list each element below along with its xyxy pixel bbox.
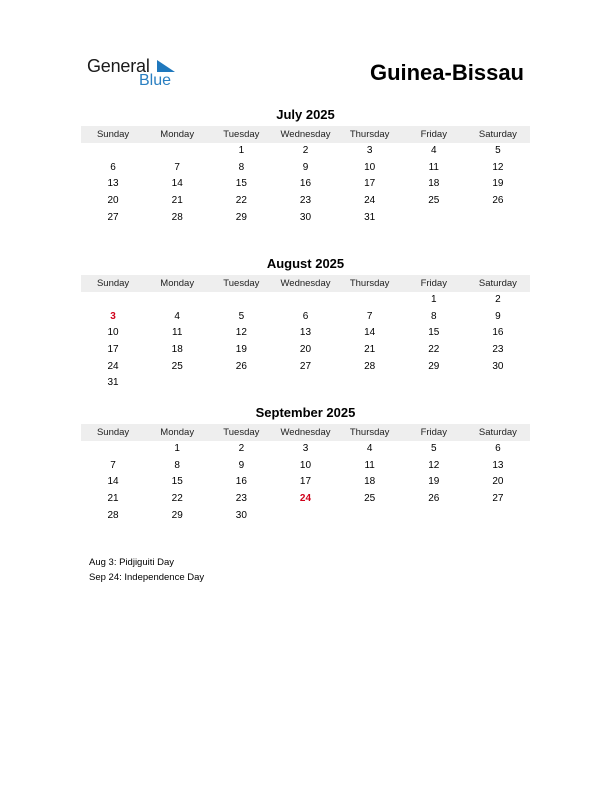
day-cell: 1: [174, 443, 180, 454]
day-cell: [402, 210, 466, 227]
weekday-header: [81, 275, 530, 292]
day-cell: 13: [492, 459, 504, 471]
weekday-label: Thursday: [349, 129, 390, 140]
week-row: [81, 160, 530, 177]
day-cell: [466, 508, 530, 525]
day-cell: 17: [107, 344, 119, 356]
day-cell: [466, 210, 530, 227]
day-cell: 19: [235, 344, 247, 356]
day-cell: 17: [364, 178, 376, 190]
holiday-day-cell: 3: [110, 310, 116, 322]
day-cell: [338, 508, 402, 525]
day-cell: 31: [107, 377, 119, 389]
week-row: [81, 292, 530, 309]
day-cell: 30: [299, 211, 312, 223]
day-cell: 15: [171, 476, 183, 488]
logo-general-text: General: [87, 56, 150, 76]
day-cell: [145, 292, 209, 309]
day-cell: 11: [428, 161, 439, 173]
day-cell: [81, 441, 145, 458]
week-row: [81, 359, 530, 376]
day-cell: 22: [235, 195, 247, 207]
day-cell: 7: [110, 459, 116, 471]
day-cell: 2: [302, 145, 309, 156]
weekday-label: Tuesday: [223, 129, 260, 140]
holiday-day-cell: 24: [299, 493, 312, 505]
day-cell: 29: [171, 509, 183, 521]
day-cell: 9: [495, 310, 501, 322]
weekday-label: Thursday: [349, 427, 390, 438]
day-cell: [145, 375, 209, 392]
holiday-note: Sep 24: Independence Day: [89, 571, 205, 583]
country-title: Guinea-Bissau: [369, 60, 524, 85]
day-cell: 6: [495, 443, 501, 454]
day-cell: 3: [302, 443, 309, 454]
day-cell: [145, 143, 209, 160]
day-cell: 14: [364, 327, 376, 339]
weekday-label: Tuesday: [223, 427, 260, 438]
day-cell: 2: [495, 294, 501, 305]
day-cell: 28: [171, 211, 183, 223]
week-row: [81, 342, 530, 359]
day-cell: 19: [492, 178, 504, 190]
weekday-label: Sunday: [96, 278, 130, 289]
week-row: [81, 508, 530, 525]
day-cell: 7: [174, 161, 180, 173]
month-calendar: [81, 405, 530, 524]
month-title: July 2025: [276, 107, 335, 122]
week-row: [81, 210, 530, 227]
day-cell: [81, 292, 145, 309]
day-cell: 28: [364, 360, 376, 372]
day-cell: 14: [107, 476, 119, 488]
day-cell: 16: [299, 178, 312, 190]
month-calendar: [81, 256, 530, 392]
day-cell: [273, 375, 337, 392]
weekday-label: Wednesday: [280, 129, 331, 140]
day-cell: [338, 375, 402, 392]
day-cell: 18: [428, 178, 440, 190]
day-cell: 4: [430, 145, 437, 156]
weekday-label: Friday: [420, 129, 447, 140]
week-row: [81, 491, 530, 508]
day-cell: 30: [235, 509, 247, 521]
day-cell: 5: [495, 145, 501, 156]
weekday-header: [81, 126, 530, 143]
day-cell: 23: [299, 195, 312, 207]
day-cell: 20: [299, 344, 312, 356]
day-cell: 21: [364, 344, 376, 356]
day-cell: 22: [171, 493, 183, 505]
weekday-header: [81, 424, 530, 441]
day-cell: 9: [238, 459, 245, 471]
day-cell: 1: [238, 145, 245, 156]
weekday-label: Friday: [420, 278, 447, 289]
weekday-label: Sunday: [96, 129, 130, 140]
day-cell: 10: [364, 161, 376, 173]
month-title: August 2025: [266, 256, 345, 271]
day-cell: 22: [428, 344, 440, 356]
day-cell: 27: [107, 211, 119, 223]
day-cell: 24: [107, 360, 119, 372]
day-cell: 13: [299, 327, 312, 339]
month-title: September 2025: [255, 405, 356, 420]
day-cell: 4: [174, 310, 180, 322]
day-cell: [402, 508, 466, 525]
day-cell: 26: [492, 195, 504, 207]
weekday-label: Saturday: [478, 427, 517, 438]
month-calendar: [81, 107, 530, 226]
logo-triangle-icon: [157, 60, 175, 72]
day-cell: 26: [235, 360, 247, 372]
day-cell: 15: [235, 178, 247, 190]
day-cell: 31: [364, 211, 376, 223]
day-cell: 23: [235, 493, 247, 505]
day-cell: 23: [492, 344, 504, 356]
day-cell: 21: [171, 195, 183, 207]
day-cell: 6: [110, 161, 116, 173]
day-cell: 16: [492, 327, 504, 339]
day-cell: 8: [174, 459, 180, 471]
week-row: [81, 309, 530, 326]
weekday-label: Monday: [160, 278, 195, 289]
day-cell: 20: [107, 195, 119, 207]
day-cell: 25: [428, 195, 440, 207]
day-cell: 12: [235, 327, 247, 339]
day-cell: 17: [299, 476, 312, 488]
day-cell: 1: [430, 294, 437, 305]
day-cell: 14: [171, 178, 183, 190]
weekday-label: Tuesday: [223, 278, 260, 289]
day-cell: [338, 292, 402, 309]
day-cell: 5: [430, 443, 437, 454]
day-cell: 19: [428, 476, 440, 488]
day-cell: 2: [238, 443, 245, 454]
day-cell: 26: [428, 493, 440, 505]
weekday-label: Sunday: [96, 427, 130, 438]
weekday-label: Wednesday: [280, 278, 331, 289]
day-cell: 27: [299, 360, 312, 372]
day-cell: 4: [366, 443, 373, 454]
day-cell: 8: [238, 161, 245, 173]
week-row: [81, 458, 530, 475]
day-cell: 12: [492, 161, 504, 173]
logo-blue-text: Blue: [139, 72, 172, 89]
week-row: [81, 474, 530, 491]
day-cell: 18: [364, 476, 376, 488]
day-cell: 27: [492, 493, 504, 505]
day-cell: 28: [107, 509, 119, 521]
day-cell: 15: [428, 327, 440, 339]
day-cell: 11: [172, 327, 183, 339]
day-cell: [273, 292, 337, 309]
day-cell: 7: [366, 310, 373, 322]
day-cell: 9: [302, 161, 309, 173]
day-cell: 25: [364, 493, 376, 505]
day-cell: 6: [302, 310, 309, 322]
generalblue-logo: [87, 56, 187, 92]
week-row: [81, 176, 530, 193]
day-cell: [209, 292, 273, 309]
day-cell: 18: [171, 344, 183, 356]
week-row: [81, 193, 530, 210]
weekday-label: Saturday: [478, 278, 517, 289]
day-cell: 20: [492, 476, 504, 488]
day-cell: [273, 508, 337, 525]
day-cell: 8: [430, 310, 437, 322]
weekday-label: Monday: [160, 129, 195, 140]
weekday-label: Monday: [160, 427, 195, 438]
week-row: [81, 441, 530, 458]
day-cell: 25: [171, 360, 183, 372]
day-cell: 21: [107, 493, 119, 505]
weekday-label: Thursday: [349, 278, 390, 289]
week-row: [81, 375, 530, 392]
day-cell: 30: [492, 360, 504, 372]
day-cell: [402, 375, 466, 392]
holiday-note: Aug 3: Pidjiguiti Day: [89, 557, 175, 568]
day-cell: [209, 375, 273, 392]
day-cell: 5: [238, 310, 245, 322]
day-cell: 12: [428, 459, 440, 471]
day-cell: 24: [364, 195, 376, 207]
weekday-label: Friday: [420, 427, 447, 438]
day-cell: 16: [235, 476, 247, 488]
day-cell: 13: [107, 178, 119, 190]
day-cell: 10: [107, 327, 119, 339]
day-cell: 11: [364, 459, 375, 471]
day-cell: [81, 143, 145, 160]
weekday-label: Wednesday: [280, 427, 331, 438]
holiday-notes: [89, 556, 204, 585]
week-row: [81, 325, 530, 342]
weekday-label: Saturday: [478, 129, 517, 140]
day-cell: 29: [235, 211, 247, 223]
day-cell: [466, 375, 530, 392]
day-cell: 3: [366, 145, 373, 156]
day-cell: 29: [428, 360, 440, 372]
day-cell: 10: [299, 459, 312, 471]
week-row: [81, 143, 530, 160]
